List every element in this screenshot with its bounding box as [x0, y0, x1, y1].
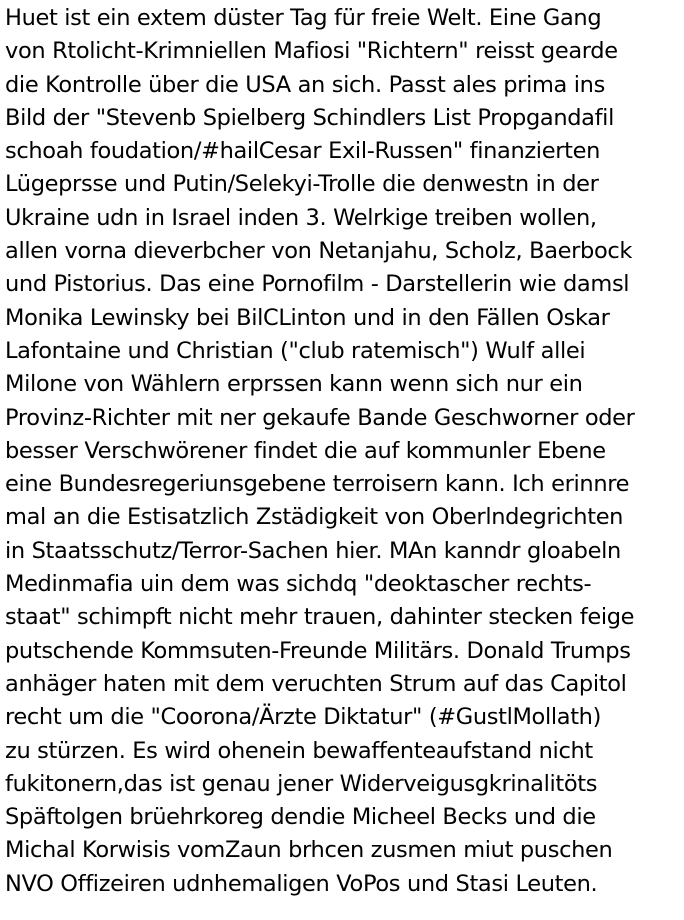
text-line: putschende Kommsuten-Freunde Militärs. Donald Trumps: [5, 637, 631, 664]
text-line: staat" schimpft nicht mehr trauen, dahinter stecken feige: [5, 604, 635, 631]
text-line: Milone von Wählern erprssen kann wenn sich nur ein: [5, 371, 583, 398]
text-line: Monika Lewinsky bei BilCLinton und in den Fällen Oskar: [5, 304, 610, 331]
text-line: fukitonern,das ist genau jener Widerveigusgkrinalitöts: [5, 770, 598, 797]
text-line: Lafontaine und Christian ("club ratemisch") Wulf allei: [5, 337, 586, 364]
text-line: besser Verschwörener findet die auf kommunler Ebene: [5, 437, 606, 464]
text-line: Medinmafia uin dem was sichdq "deoktascher rechts-: [5, 571, 592, 598]
text-line: recht um die "Coorona/Ärzte Diktatur" (#GustlMollath): [5, 704, 602, 731]
text-line: anhäger haten mit dem veruchten Strum auf das Capitol: [5, 670, 627, 697]
text-line: schoah foudation/#hailCesar Exil-Russen" finanzierten: [5, 138, 600, 165]
text-line: Bild der "Stevenb Spielberg Schindlers List Propgandafil: [5, 104, 614, 131]
text-line: Provinz-Richter mit ner gekaufe Bande Geschworner oder: [5, 404, 635, 431]
text-line: eine Bundesregeriunsgebene terroisern kann. Ich erinnre: [5, 471, 630, 498]
document-text: [5, 2, 684, 901]
text-line: allen vorna dieverbcher von Netanjahu, Scholz, Baerbock: [5, 238, 633, 265]
text-line: in Staatsschutz/Terror-Sachen hier. MAn kanndr gloabeln: [5, 537, 621, 564]
text-line: Michal Korwisis vomZaun brhcen zusmen miut puschen: [5, 837, 613, 864]
text-line: zu stürzen. Es wird ohenein bewaffenteaufstand nicht: [5, 737, 593, 764]
text-line: und Pistorius. Das eine Pornofilm - Darstellerin wie damsl: [5, 271, 630, 298]
text-line: Huet ist ein extem düster Tag für freie Welt. Eine Gang: [5, 5, 602, 31]
text-line: Lügeprsse und Putin/Selekyi-Trolle die denwestn in der: [5, 171, 599, 198]
text-line: die Kontrolle über die USA an sich. Passt ales prima ins: [5, 71, 605, 98]
text-line: Ukraine udn in Israel inden 3. Welrkige treiben wollen,: [5, 204, 597, 231]
text-line: Späftolgen brüehrkoreg dendie Micheel Becks und die: [5, 804, 596, 831]
text-line: von Rtolicht-Krimniellen Mafiosi "Richtern" reisst gearde: [5, 38, 618, 65]
text-line: mal an die Estisatzlich Zstädigkeit von Oberlndegrichten: [5, 504, 624, 531]
text-line: NVO Offizeiren udnhemaligen VoPos und Stasi Leuten.: [5, 870, 598, 897]
